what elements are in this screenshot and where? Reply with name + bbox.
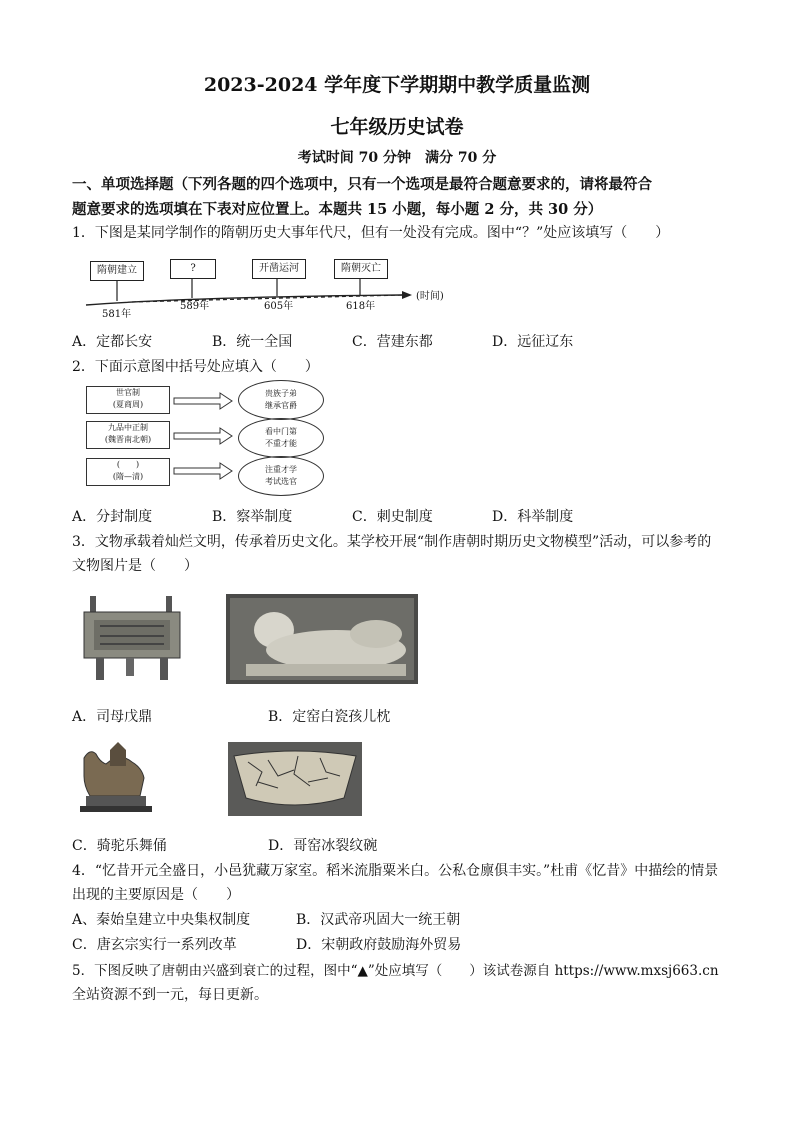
timeline-event: 隋朝建立: [90, 261, 144, 281]
camel-musicians-figurine-image: [76, 738, 154, 816]
q4-option-a[interactable]: A、秦始皇建立中央集权制度: [72, 912, 251, 928]
diagram-box-jiupin: [86, 421, 170, 449]
q1-option-a[interactable]: A．定都长安: [72, 334, 153, 350]
timeline-year: 589年: [180, 301, 210, 312]
exam-subtitle: 七年级历史试卷: [330, 116, 464, 138]
timeline-year: 605年: [264, 301, 294, 312]
simuwu-ding-image: [76, 592, 188, 682]
timeline-event-unknown: ?: [170, 259, 216, 279]
q3-stem-line1: 3．文物承载着灿烂文明，传承着历史文化。某学校开展“制作唐朝时期历史文物模型”活动，可以参考的: [72, 534, 712, 550]
exam-title: 2023-2024 学年度下学期期中教学质量监测: [203, 74, 591, 96]
ellipse-label: 考试选官: [265, 477, 297, 486]
ellipse-label: 注重才学: [265, 465, 297, 474]
q2-stem: 2．下面示意图中括号处应填入（ ）: [72, 359, 319, 375]
box-sublabel: (隋—清): [112, 472, 144, 481]
exam-info: 考试时间 70 分钟 满分 70 分: [297, 150, 497, 166]
ellipse-label: 继承官爵: [265, 401, 297, 410]
diagram-box-shiguanzhi: [86, 386, 170, 414]
ellipse-label: 看中门第: [265, 427, 297, 436]
q5-stem-line1: 5．下图反映了唐朝由兴盛到衰亡的过程，图中“▲”处应填写（ ）该试卷源自 https://www.mxsj663.cn: [72, 963, 719, 979]
diagram-ellipse: [238, 380, 324, 420]
q2-option-c[interactable]: C．刺史制度: [352, 509, 433, 525]
timeline-axis-label: (时间): [416, 291, 444, 302]
q3-option-a[interactable]: A．司母戊鼎: [72, 709, 153, 725]
q3-option-d[interactable]: D．哥窑冰裂纹碗: [268, 838, 378, 854]
q1-option-c[interactable]: C．营建东都: [352, 334, 433, 350]
timeline-year: 581年: [102, 309, 132, 320]
ding-kiln-pillow-image: [226, 594, 418, 684]
q4-option-d[interactable]: D．宋朝政府鼓励海外贸易: [296, 937, 462, 953]
q1-timeline: [72, 255, 462, 325]
ellipse-label: 不重才能: [265, 439, 297, 448]
q1-option-b[interactable]: B．统一全国: [212, 334, 293, 350]
q4-stem-line2: 出现的主要原因是（ ）: [72, 887, 240, 903]
ge-kiln-crackle-bowl-image: [228, 742, 362, 816]
q2-option-a[interactable]: A．分封制度: [72, 509, 153, 525]
ellipse-label: 贵族子弟: [265, 389, 297, 398]
q4-option-c[interactable]: C．唐玄宗实行一系列改革: [72, 937, 237, 953]
q3-option-c[interactable]: C．骑驼乐舞俑: [72, 838, 167, 854]
q1-option-d[interactable]: D．远征辽东: [492, 334, 574, 350]
q3-option-b[interactable]: B．定窑白瓷孩儿枕: [268, 709, 391, 725]
diagram-ellipse: [238, 456, 324, 496]
q3-stem-line2: 文物图片是（ ）: [72, 558, 198, 574]
section-heading-line2: 题意要求的选项填在下表对应位置上。本题共 15 小题，每小题 2 分，共 30 分）: [72, 201, 603, 218]
q4-stem-line1: 4．“忆昔开元全盛日，小邑犹藏万家室。稻米流脂粟米白。公私仓廪俱丰实。”杜甫《忆昔》中描绘的情景: [72, 863, 719, 879]
diagram-ellipse: [238, 418, 324, 458]
box-label: 世官制: [116, 388, 140, 397]
box-sublabel: (魏晋南北朝): [104, 435, 152, 444]
q2-option-d[interactable]: D．科举制度: [492, 509, 574, 525]
timeline-event: 隋朝灭亡: [334, 259, 388, 279]
box-label: ( ): [116, 460, 140, 469]
q4-option-b[interactable]: B．汉武帝巩固大一统王朝: [296, 912, 461, 928]
box-sublabel: (夏商周): [112, 400, 144, 409]
section-heading-line1: 一、单项选择题（下列各题的四个选项中，只有一个选项是最符合题意要求的，请将最符合: [72, 176, 652, 193]
timeline-year: 618年: [346, 301, 376, 312]
box-label: 九品中正制: [108, 423, 148, 432]
q2-diagram: [82, 378, 342, 496]
timeline-event: 开凿运河: [252, 259, 306, 279]
q1-stem: 1．下图是某同学制作的隋朝历史大事年代尺，但有一处没有完成。图中“？”处应该填写（ ）: [72, 225, 670, 241]
q5-stem-line2: 全站资源不到一元，每日更新。: [72, 987, 268, 1003]
diagram-box-blank: [86, 458, 170, 486]
q2-option-b[interactable]: B．察举制度: [212, 509, 293, 525]
